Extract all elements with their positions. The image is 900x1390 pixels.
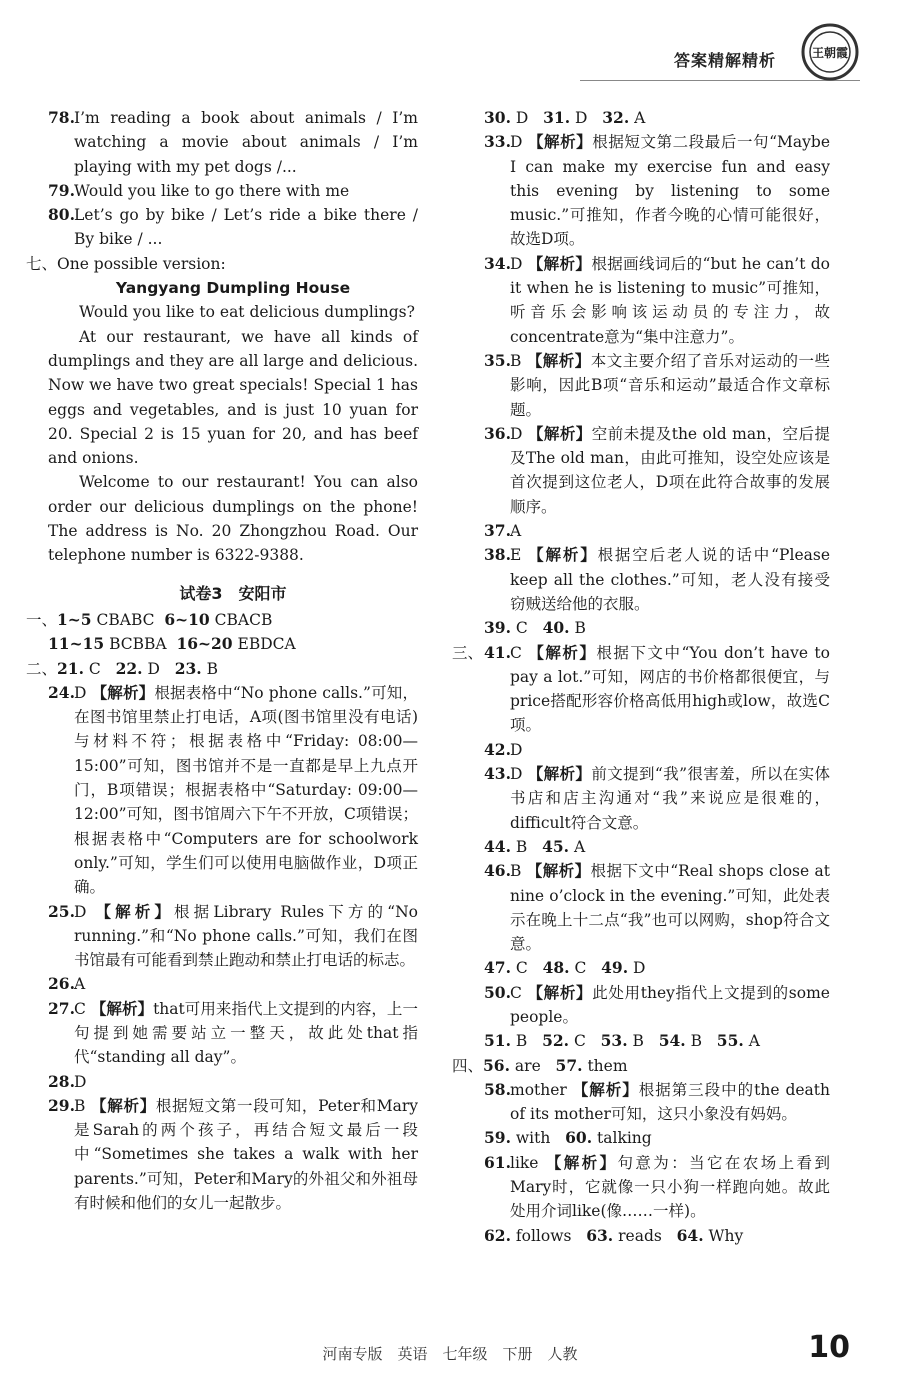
answer-text: D [633,959,646,978]
section-label: 七、 [26,254,58,273]
analysis-tag: 【解析】 [527,424,592,443]
question-number: 28. [48,1071,75,1091]
range-answers: EBDCA [237,635,296,654]
question-number: 31. [543,108,571,127]
answer-item [48,203,418,252]
question-number: 22. [115,658,143,678]
answer-item [48,179,418,203]
answer-item [484,762,830,835]
answer-choice: B [74,1096,86,1115]
answer-text: C [573,1032,586,1051]
answer-choice: C [510,643,522,662]
answer-text: C [515,959,528,978]
question-number: 36. [484,423,511,443]
answer-choice: D [510,765,523,784]
right-column [452,106,830,1248]
answer-choice: B [510,862,522,881]
answer-text: C [515,619,528,638]
question-number: 43. [484,764,511,784]
question-number: 57. [555,1055,583,1075]
range-answers: CBACB [214,610,273,629]
answer-row [484,956,830,980]
question-number: 80. [48,205,75,225]
analysis-text: 根据Library Rules下方的“No running.”和“No phone calls.”可知，我们在图书馆最有可能看到禁止跑动和禁止打电话的标志。 [74,902,418,970]
answer-item [484,1151,830,1224]
analysis-tag: 【解析】 [528,643,597,662]
range-answers: BCBBA [109,635,167,654]
answer-choice: E [510,546,522,565]
question-number: 27. [48,998,75,1018]
analysis-tag: 【解析】 [545,1153,618,1172]
page-header [580,40,860,81]
question-number: 26. [48,974,75,994]
answer-choice: A [510,522,522,541]
answer-text: B [574,619,586,638]
answer-choice: B [510,351,522,370]
answer-text: with [515,1129,551,1148]
question-number: 49. [601,958,629,978]
analysis-text: 空前未提及the old man，空后提及The old man，由此可推知，设空处应该是首次提到这位老人，D项在此符合故事的发展顺序。 [510,424,830,516]
answer-item [484,422,830,519]
analysis-text: 根据短文第二段最后一句“Maybe I can make my exercise fun and easy this evening by listening to some music.”可推知，作者今晚的心情可能很好，故选D项。 [510,133,830,249]
answer-item [48,1070,418,1094]
answer-choice: mother [510,1080,567,1099]
analysis-text: 本文主要介绍了音乐对运动的一些影响，因此B项“音乐和运动”最适合作文章标题。 [510,351,830,419]
question-number: 30. [484,108,511,127]
analysis-text: 此处用they指代上文提到的some people。 [510,983,830,1026]
analysis-tag: 【解析】 [90,999,154,1018]
range-label: 6~10 [164,609,210,629]
section-label: 二、 [26,659,58,678]
question-number: 59. [484,1128,511,1148]
analysis-tag: 【解析】 [527,133,593,152]
question-number: 32. [602,108,630,127]
section-label: 四、 [452,1056,484,1075]
range-label: 11~15 [48,634,105,654]
analysis-tag: 【解析】 [95,902,175,921]
answer-text: follows [515,1226,572,1245]
answer-choice: D [510,133,523,152]
analysis-text: 根据下文中“Real shops close at nine o’clock in the evening.”可知，此处表示在晚上十二点“我”也可以网购，shop符合文意。 [510,862,830,954]
question-number: 50. [484,982,511,1002]
question-number: 51. [484,1031,511,1051]
analysis-tag: 【解析】 [527,765,592,784]
question-number: 41. [484,642,511,662]
answer-choice: D [510,424,523,443]
section-2-answers [26,657,418,681]
svg-text:王朝霞: 王朝霞 [811,46,849,60]
question-number: 25. [48,901,75,921]
analysis-tag: 【解析】 [527,254,592,273]
section-1-answers [26,608,418,632]
answer-item [484,859,830,956]
answer-item [48,900,418,973]
answer-item [484,130,830,251]
question-number: 44. [484,836,511,856]
answer-text: B [206,659,218,678]
analysis-text: that可用来指代上文提到的内容，上一句提到她需要站立一整天，故此处that指代“standing all day”。 [74,999,418,1067]
answer-choice: like [510,1153,539,1172]
question-number: 24. [48,682,75,702]
range-label: 1~5 [57,609,92,629]
analysis-tag: 【解析】 [526,351,591,370]
answer-choice: D [510,254,523,273]
answer-text: reads [618,1226,662,1245]
answer-text: Would you like to go there with me [74,181,350,200]
analysis-tag: 【解析】 [572,1080,639,1099]
answer-text: A [573,837,586,856]
page-footer: 河南专版 英语 七年级 下册 人教 [322,1345,578,1363]
question-number: 58. [484,1079,511,1099]
answer-text: B [690,1032,703,1051]
answer-row [484,1029,830,1053]
essay-paragraph: At our restaurant, we have all kinds of dumplings and they are all large and delicious. Now we have two great specials! Special 1 has eggs and vegetables, and is just 10 yuan for 20. Special 2 is 15 yuan for 20, and has beef and onions. [48,327,418,468]
answer-text: C [88,659,101,678]
answer-item [484,981,830,1030]
answer-text: C [574,959,587,978]
question-number: 56. [483,1055,510,1075]
question-number: 40. [542,618,570,638]
answer-text: A [634,109,646,127]
question-number: 53. [600,1031,628,1051]
section-label: 一、 [26,610,58,629]
question-number: 62. [484,1225,511,1245]
answer-item [484,519,830,543]
answer-choice: C [510,983,522,1002]
answer-choice: A [74,975,86,994]
answer-text: D [515,109,529,127]
question-number: 29. [48,1095,75,1115]
essay-paragraph: Welcome to our restaurant! You can also order our delicious dumplings on the phone! The address is No. 20 Zhongzhou Road. Our telephone number is 6322-9388. [48,473,418,565]
question-number: 79. [48,180,75,200]
analysis-tag: 【解析】 [528,546,598,565]
question-number: 39. [484,618,511,638]
answer-item [484,1078,830,1127]
page-number: 10 [808,1330,850,1365]
range-answers: CBABC [96,610,155,629]
header-label: 答案精解精析 [673,51,776,70]
analysis-tag: 【解析】 [91,1096,156,1115]
analysis-tag: 【解析】 [526,862,591,881]
essay-title: Yangyang Dumpling House [115,279,351,298]
question-number: 61. [484,1152,511,1172]
answer-row [484,106,830,130]
brand-logo [800,22,860,82]
question-number: 37. [484,521,511,541]
question-number: 47. [484,958,511,978]
answer-row [484,1126,830,1150]
answer-item [48,972,418,996]
answer-item [48,997,418,1070]
answer-text: D [147,659,160,678]
answer-choice: D [74,902,87,921]
analysis-tag: 【解析】 [527,983,593,1002]
answer-text: Let’s go by bike / Let’s ride a bike there / By bike / ... [74,206,418,249]
question-number: 60. [565,1128,593,1148]
answer-item [484,349,830,422]
section-1-answers-row2 [48,632,418,656]
answer-text: D [575,109,588,127]
analysis-text: 句意为：当它在农场上看到Mary时，它就像一只小狗一样跑向她。故此处用介词like(像……一样)。 [510,1153,830,1221]
answer-item [452,641,830,738]
answer-item [484,543,830,616]
answer-item [484,738,830,762]
answer-choice: D [74,683,87,702]
analysis-text: 根据短文第一段可知，Peter和Mary是Sarah的两个孩子，再结合短文最后一段中“Sometimes she takes a walk with her parents.”可知，Peter和Mary的外祖父和外祖母有时候和他们的女儿一起散步。 [74,1096,418,1213]
question-number: 54. [658,1031,686,1051]
answer-item [48,106,418,179]
question-number: 78. [48,108,75,127]
section-text: One possible version: [57,254,226,273]
answer-text: B [515,1032,528,1051]
question-number: 46. [484,861,511,881]
question-number: 48. [542,958,570,978]
answer-choice: D [510,740,523,759]
question-number: 64. [676,1225,704,1245]
answer-row [484,1224,830,1248]
section-label: 三、 [452,643,484,662]
answer-text: them [587,1056,628,1075]
range-label: 16~20 [176,634,233,654]
answer-text: Why [708,1226,744,1245]
answer-choice: D [74,1072,87,1091]
question-number: 23. [174,658,202,678]
left-column [26,106,418,1215]
paper-title: 试卷3 安阳市 [179,583,287,603]
question-number: 35. [484,350,511,370]
question-number: 34. [484,253,511,273]
answer-text: I’m reading a book about animals / I’m watching a movie about animals / I’m playing with my pet dogs /... [74,109,418,176]
question-number: 21. [57,658,84,678]
analysis-text: 根据第三段中的the death of its mother可知，这只小象没有妈妈。 [510,1080,830,1124]
analysis-tag: 【解析】 [91,683,155,702]
analysis-text: 根据下文中“You don’t have to pay a lot.”可知，网店的书价格都很便宜，与price搭配形容价格高低用high或low，故选C项。 [510,643,830,735]
section-4-answers [452,1054,830,1078]
analysis-text: 前文提到“我”很害羞，所以在实体书店和店主沟通对“我”来说应是很难的，difficult符合文意。 [510,765,830,832]
analysis-text: 根据空后老人说的话中“Please keep all the clothes.”可知，老人没有接受窃贼送给他的衣服。 [510,546,830,613]
answer-text: B [632,1032,644,1051]
question-number: 42. [484,739,511,759]
answer-item [484,252,830,349]
answer-text: A [748,1032,760,1051]
answer-item [48,1094,418,1215]
question-number: 55. [716,1031,744,1051]
answer-text: are [514,1056,541,1075]
answer-row [484,835,830,859]
analysis-text: 根据画线词后的“but he can’t do it when he is listening to music”可推知，听音乐会影响该运动员的专注力，故concentrate意为“集中注意力”。 [510,254,830,346]
answer-row [484,616,830,640]
question-number: 63. [586,1225,614,1245]
answer-choice: C [74,999,86,1018]
analysis-text: 根据表格中“No phone calls.”可知，在图书馆里禁止打电话，A项(图书馆里没有电话)与材料不符；根据表格中“Friday: 08:00—15:00”可知，图书馆并不是一直都是早上九点开门，B项错误；根据表格中“Saturday: 09:00—12:00”可知，图书馆周六下午不开放，C项错误；根据表格中“Computers are for schoolwork only.”可知，学生们可以使用电脑做作业，D项正确。 [74,683,418,897]
answer-text: B [515,837,528,856]
answer-text: talking [597,1129,652,1148]
essay-paragraph: Would you like to eat delicious dumplings? [79,303,415,322]
question-number: 38. [484,545,511,565]
question-number: 45. [542,836,570,856]
question-number: 33. [484,132,511,152]
section-7-heading [26,252,418,276]
answer-item [48,681,418,900]
question-number: 52. [542,1031,570,1051]
